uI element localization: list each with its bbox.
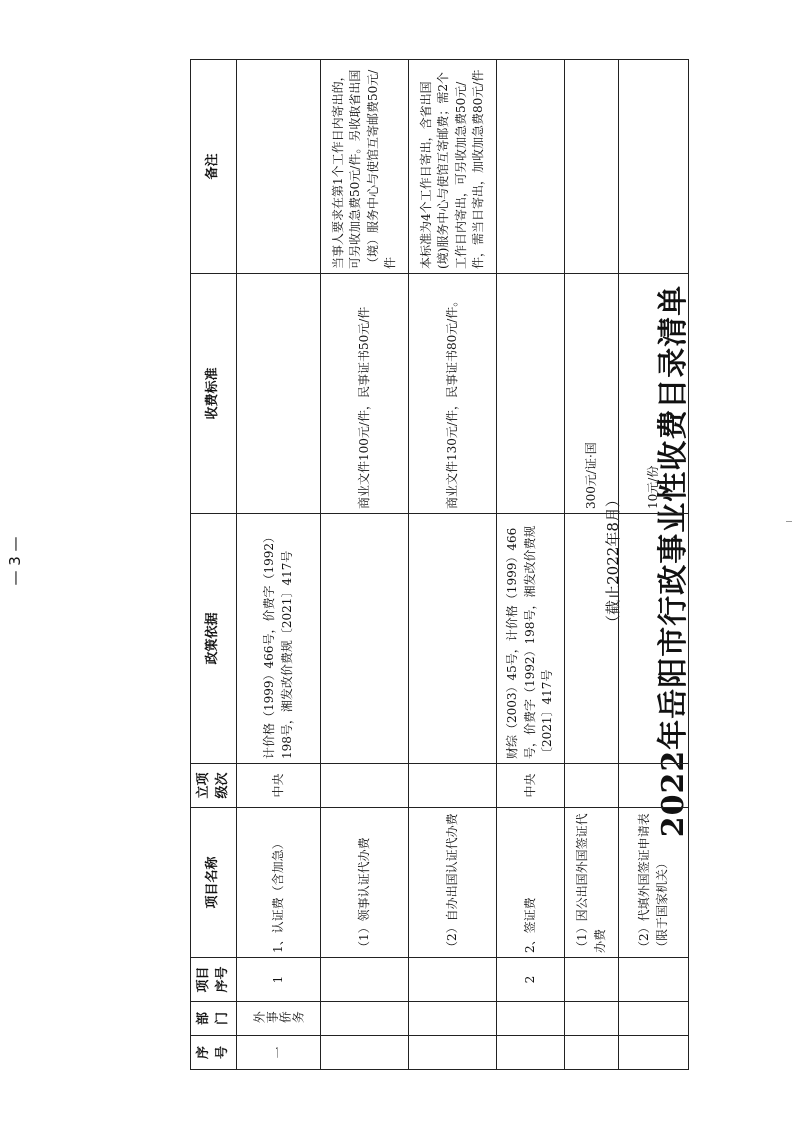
- cell-dept: [409, 1002, 497, 1036]
- cell-remark: [497, 60, 565, 274]
- cell-standard: 商业文件100元/件，民事证书50元/件: [321, 274, 409, 514]
- cell-dept: [321, 1002, 409, 1036]
- document-title: 2022年岳阳市行政事业性收费目录清单: [656, 284, 691, 838]
- cell-basis: [619, 514, 689, 764]
- cell-remark: [565, 60, 619, 274]
- cell-item-name: （1）领事认证代办费: [321, 808, 409, 958]
- cell-item-name: （2）自办出国认证代办费: [409, 808, 497, 958]
- cell-item-name: （1）因公出国外国签证代办费: [565, 808, 619, 958]
- fee-table: [190, 59, 689, 1070]
- header-item-name: 项目名称: [191, 808, 237, 958]
- cell-standard: 10元/份: [619, 274, 689, 514]
- cell-level: [321, 764, 409, 808]
- cell-basis: 财综（2003）45号，计价格（1999）466号，价费字（1992）198号，湘发改价费规〔2021〕417号: [497, 514, 565, 764]
- header-seq: 序号: [191, 1036, 237, 1070]
- header-dept: 部门: [191, 1002, 237, 1036]
- cell-item-name: （2）代填外国签证申请表（限于国家机关）: [619, 808, 689, 958]
- page-number: — 3 —: [6, 536, 24, 586]
- cell-seq: 一: [237, 1036, 321, 1070]
- cell-seq: [321, 1036, 409, 1070]
- table-row: [497, 60, 565, 1070]
- cell-item-seq: [321, 958, 409, 1002]
- header-basis: 政策依据: [191, 514, 237, 764]
- cell-dept: [497, 1002, 565, 1036]
- cell-seq: [619, 1036, 689, 1070]
- header-item-seq: 项目序号: [191, 958, 237, 1002]
- cell-seq: [497, 1036, 565, 1070]
- cell-level: 中央: [237, 764, 321, 808]
- cell-remark: [237, 60, 321, 274]
- cell-item-name: 1、认证费（含加急）: [237, 808, 321, 958]
- cell-remark: 本标准为4个工作日寄出，含省出国(境)服务中心与使馆互寄邮费；需2个工作日内寄出，可另收加急费50元/件，需当日寄出，加收加急费80元/件: [409, 60, 497, 274]
- table-row: [321, 60, 409, 1070]
- cell-remark: 当事人要求在第1个工作日内寄出的，可另收加急费50元/件。另收取省出国（境）服务中心与使馆互寄邮费50元/件: [321, 60, 409, 274]
- table-header-row: [191, 60, 237, 1070]
- cell-seq: [565, 1036, 619, 1070]
- cell-item-name: 2、签证费: [497, 808, 565, 958]
- cell-item-seq: 1: [237, 958, 321, 1002]
- table-row: [237, 60, 321, 1070]
- cell-standard: [237, 274, 321, 514]
- cell-dept: 外事侨务: [237, 1002, 321, 1036]
- document-subtitle: （截止2022年8月）: [604, 492, 622, 630]
- cell-dept: [565, 1002, 619, 1036]
- cell-basis: 计价格（1999）466号，价费字（1992）198号，湘发改价费规〔2021〕417号: [237, 514, 321, 764]
- header-standard: 收费标准: [191, 274, 237, 514]
- cell-basis: [409, 514, 497, 764]
- cell-basis: [565, 514, 619, 764]
- cell-dept: [619, 1002, 689, 1036]
- table-row: [565, 60, 619, 1070]
- cell-remark: [619, 60, 689, 274]
- cell-standard: 商业文件130元/件，民事证书80元/件。: [409, 274, 497, 514]
- cell-item-seq: [565, 958, 619, 1002]
- cell-standard: [497, 274, 565, 514]
- cell-seq: [409, 1036, 497, 1070]
- header-level: 立项级次: [191, 764, 237, 808]
- cell-item-seq: 2: [497, 958, 565, 1002]
- cell-level: [409, 764, 497, 808]
- cell-level: 中央: [497, 764, 565, 808]
- table-row: [409, 60, 497, 1070]
- cell-level: [619, 764, 689, 808]
- cell-standard: 300元/证·国: [565, 274, 619, 514]
- cell-item-seq: [619, 958, 689, 1002]
- cell-item-seq: [409, 958, 497, 1002]
- cell-basis: [321, 514, 409, 764]
- table-row: [619, 60, 689, 1070]
- cell-level: [565, 764, 619, 808]
- header-remark: 备注: [191, 60, 237, 274]
- scan-mark: [786, 515, 792, 522]
